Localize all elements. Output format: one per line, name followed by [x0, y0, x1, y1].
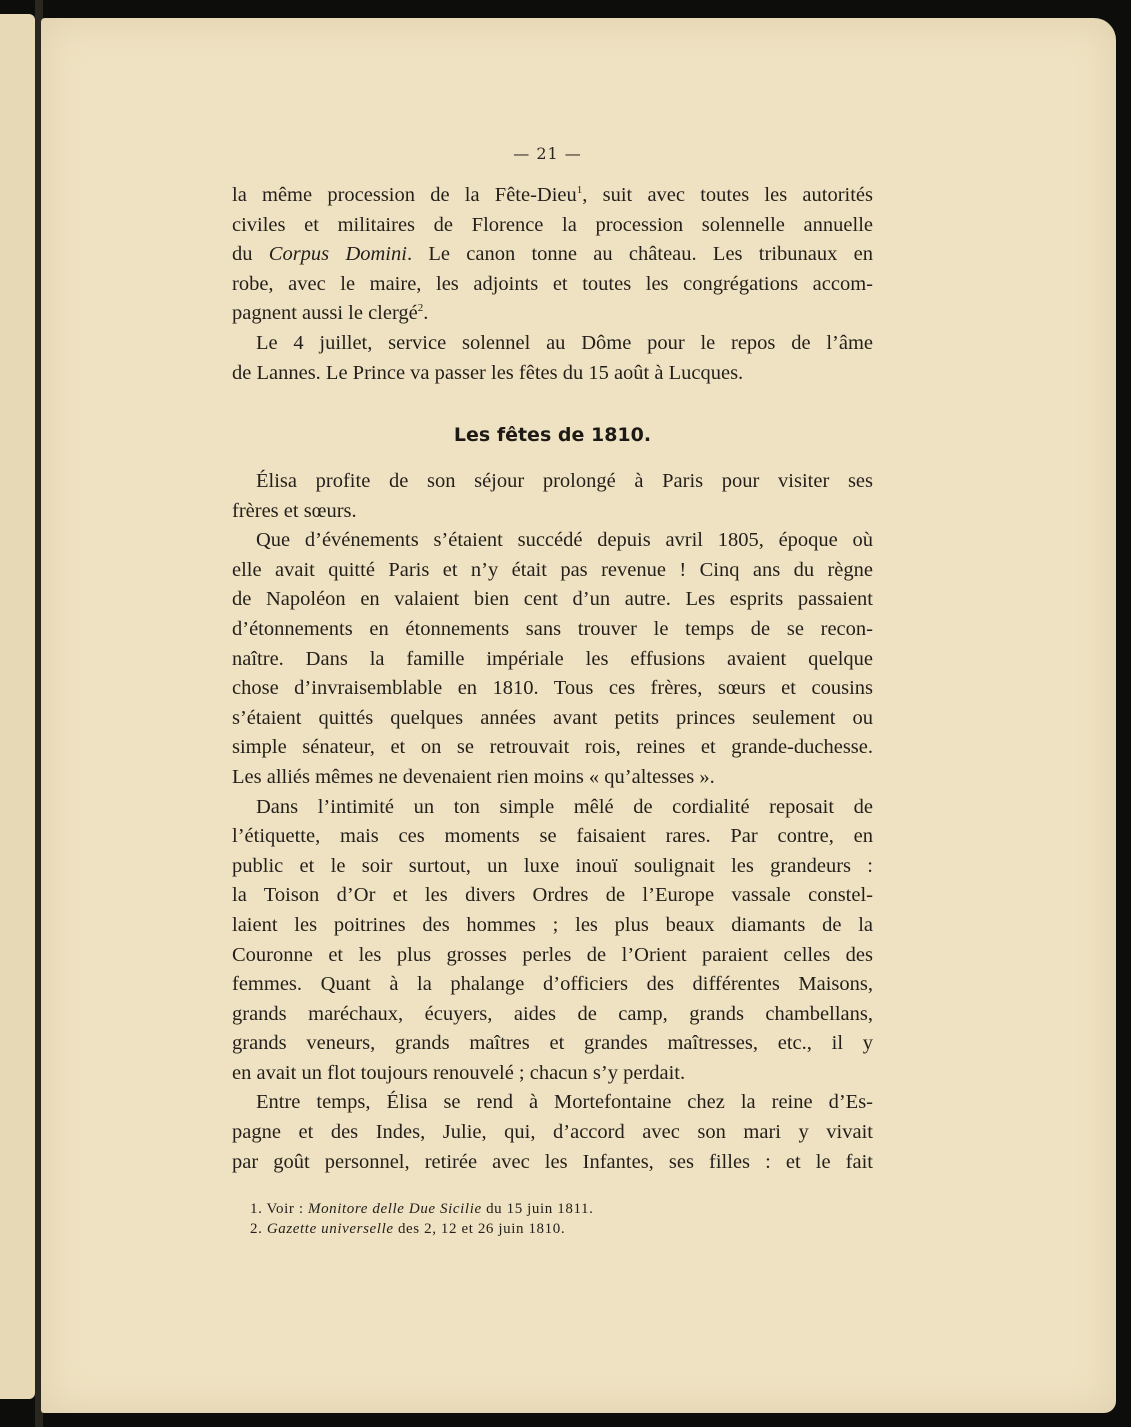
- footnote-2: 2. Gazette universelle des 2, 12 et 26 juin 1810.: [250, 1221, 566, 1237]
- text-line: public et le soir surtout, un luxe inouï soulignait les grandeurs :: [232, 854, 873, 877]
- text-line: Couronne et les plus grosses perles de l’Orient paraient celles des: [232, 943, 873, 966]
- text-line: femmes. Quant à la phalange d’officiers des différentes Maisons,: [232, 973, 873, 996]
- text-line: Dans l’intimité un ton simple mêlé de cordialité reposait de: [256, 795, 873, 818]
- text-line: Élisa profite de son séjour prolongé à Paris pour visiter ses: [256, 470, 873, 492]
- text-line: laient les poitrines des hommes ; les plus beaux diamants de la: [232, 913, 873, 936]
- text-line: par goût personnel, retirée avec les Infantes, ses filles : et le fait: [232, 1150, 873, 1173]
- text-line: Que d’événements s’étaient succédé depuis avril 1805, époque où: [256, 529, 873, 552]
- text-line: la même procession de la Fête-Dieu$^1$, suit avec toutes les autorités: [232, 184, 873, 206]
- footnotes: [250, 1199, 593, 1239]
- text-line: simple sénateur, et on se retrouvait rois, reines et grande-duchesse.: [232, 736, 873, 759]
- footnote-ref: 1: [576, 184, 583, 197]
- text-line: grands veneurs, grands maîtres et grandes maîtresses, etc., il y: [232, 1032, 873, 1055]
- section-heading: Les fêtes de 1810.: [453, 424, 652, 446]
- text-line: pagne et des Indes, Julie, qui, d’accord avec son mari y vivait: [232, 1121, 873, 1144]
- text-line: l’étiquette, mais ces moments se faisaient rares. Par contre, en: [232, 825, 873, 848]
- text-line: Entre temps, Élisa se rend à Mortefontaine chez la reine d’Es-: [256, 1091, 873, 1114]
- text-line: de Lannes. Le Prince va passer les fêtes du 15 août à Lucques.: [232, 361, 744, 384]
- text-line: grands maréchaux, écuyers, aides de camp, grands chambellans,: [232, 1002, 873, 1025]
- previous-page-edge: [0, 14, 35, 1399]
- text-line: civiles et militaires de Florence la procession solennelle annuelle: [232, 213, 873, 236]
- text-line: chose d’invraisemblable en 1810. Tous ces frères, sœurs et cousins: [232, 677, 873, 700]
- text-line: elle avait quitté Paris et n’y était pas revenue ! Cinq ans du règne: [232, 558, 873, 581]
- text-line: pagnent aussi le clergé$^2$.: [232, 302, 429, 325]
- text-line: Les alliés mêmes ne devenaient rien moins « qu’altesses ».: [232, 765, 715, 788]
- text-line: Le 4 juillet, service solennel au Dôme pour le repos de l’âme: [256, 331, 873, 354]
- text-line: la Toison d’Or et les divers Ordres de l’Europe vassale constel-: [232, 884, 873, 907]
- text-line: en avait un flot toujours renouvelé ; chacun s’y perdait.: [232, 1061, 686, 1084]
- footnote-ref: 2: [417, 302, 424, 315]
- text-line: de Napoléon en valaient bien cent d’un autre. Les esprits passaient: [232, 588, 873, 611]
- text-block-main: [232, 467, 873, 1177]
- page-number: — 21 —: [513, 144, 582, 163]
- text-line: naître. Dans la famille impériale les effusions avaient quelque: [232, 647, 873, 670]
- text-line: frères et sœurs.: [232, 499, 357, 522]
- text-line: s’étaient quittés quelques années avant petits princes seulement ou: [232, 706, 873, 729]
- text-line: du Corpus Domini. Le canon tonne au château. Les tribunaux en: [232, 243, 873, 266]
- text-line: d’étonnements en étonnements sans trouver le temps de se recon-: [232, 617, 873, 640]
- footnote-1: 1. Voir : Monitore delle Due Sicilie du 15 juin 1811.: [250, 1201, 594, 1217]
- text-block-intro: [232, 181, 873, 388]
- text-line: robe, avec le maire, les adjoints et toutes les congrégations accom-: [232, 272, 873, 295]
